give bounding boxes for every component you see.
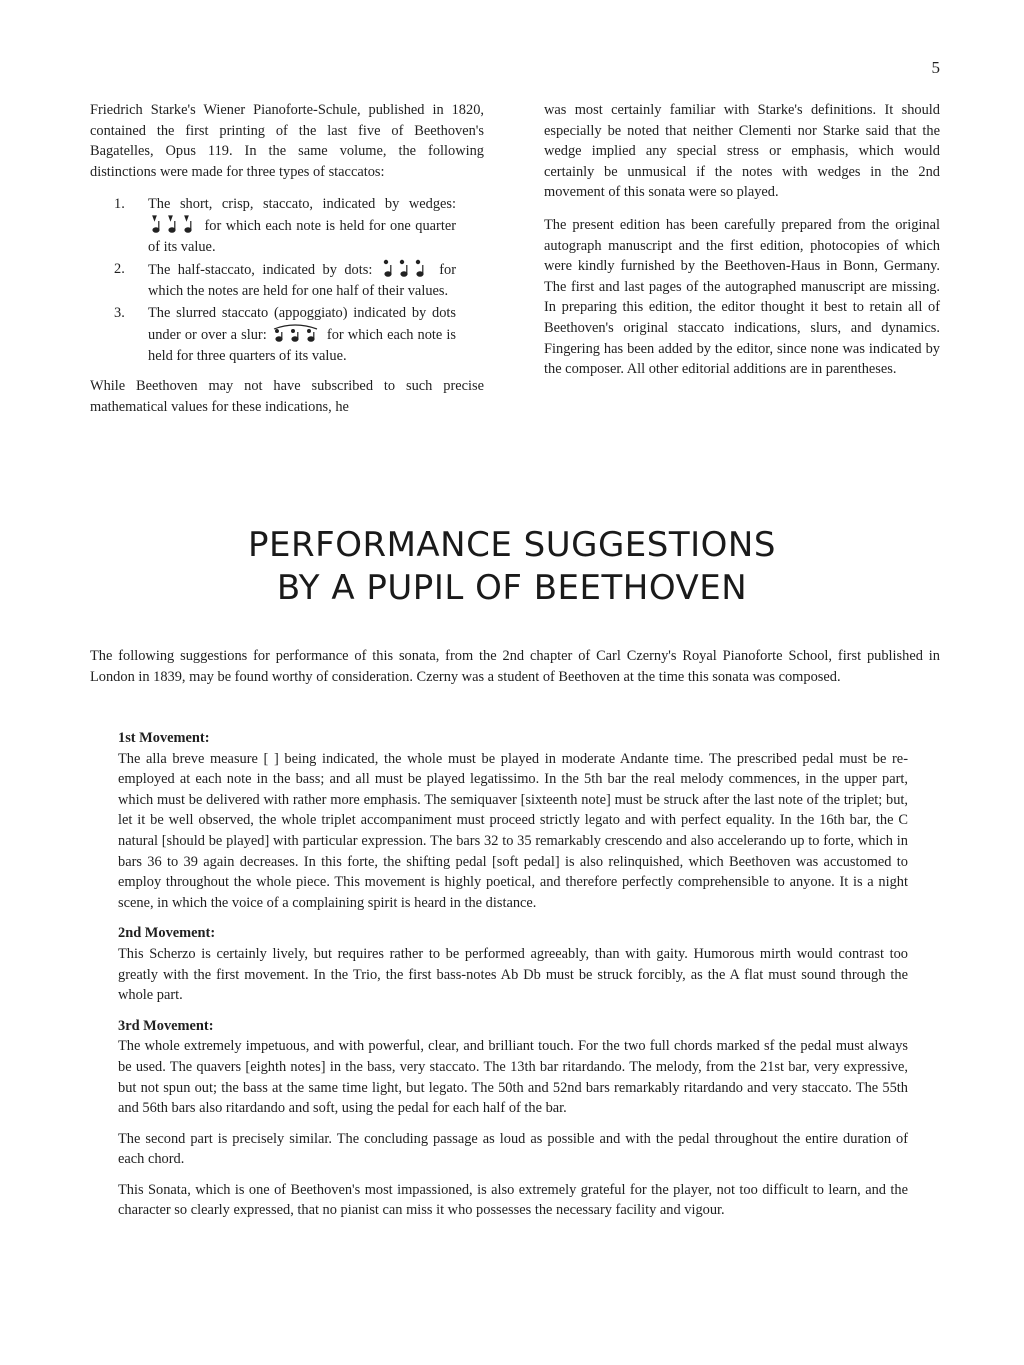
second-part-text: The second part is precisely similar. The concluding passage as loud as possible and with the pedal throughout the entire duration of each chord.: [118, 1130, 908, 1168]
page-number: 5: [931, 58, 940, 77]
list-item-text-after: for which each note is held for one quarter of its value.: [148, 217, 456, 255]
list-number: 1.: [114, 196, 125, 213]
list-item-text: [148, 259, 484, 301]
page-title-line-1: PERFORMANCE SUGGESTIONS: [248, 525, 776, 565]
slurred-staccato-notes-icon: [271, 324, 323, 342]
movement-suggestions: [118, 728, 908, 1231]
list-item-text-before: The slurred staccato (appoggiato) indicated by dots under or over a slur:: [148, 305, 456, 343]
list-item-text: [148, 303, 484, 366]
third-movement-heading: 3rd Movement:: [118, 1017, 214, 1034]
list-item: [90, 259, 484, 301]
list-item-text-after: for which the notes are held for one half of their values.: [148, 262, 456, 299]
page-title-line-2: BY A PUPIL OF BEETHOVEN: [276, 568, 748, 608]
right-column: [544, 100, 940, 392]
staccato-types-list: [90, 194, 484, 366]
second-movement-heading: 2nd Movement:: [118, 925, 216, 942]
list-number: 3.: [114, 305, 125, 322]
third-movement-text: The whole extremely impetuous, and with powerful, clear, and brilliant touch. For the two full chords marked sf the pedal must always be used. The quavers [eighth notes] in the bass, very staccato. The 13th bar ritardando. The melody, from the 21st bar, very expressive, but not spun out; the bass at the same time light, but legato. The 50th and 52nd bars remarkably ritardando and very staccato. The 55th and 56th bars also ritardando and soft, using the pedal for each half of the bar.: [118, 1038, 908, 1117]
left-column: [90, 100, 484, 429]
page-title: [0, 524, 1024, 610]
list-item-text-after: for which each note is held for three quarters of its value.: [148, 326, 456, 364]
list-item-text: [148, 194, 484, 257]
list-item: [90, 194, 484, 257]
wedge-staccato-notes-icon: [148, 215, 200, 233]
closing-remarks-text: This Sonata, which is one of Beethoven's most impassioned, is also extremely grateful for the player, not too difficult to learn, and the character so clearly expressed, that no pianist can miss it who possesses the necessary facility and vigour.: [118, 1181, 908, 1219]
list-number: 2.: [114, 261, 125, 278]
closing-paragraph: While Beethoven may not have subscribed to such precise mathematical values for these indications, he: [90, 378, 484, 415]
list-item-text-before: The short, crisp, staccato, indicated by wedges:: [148, 196, 456, 213]
czerny-intro-paragraph: The following suggestions for performance of this sonata, from the 2nd chapter of Carl Czerny's Royal Pianoforte School, first published in London in 1839, may be found worthy of consideration. Czerny was a student of Beethoven at the time this sonata was composed.: [90, 648, 940, 685]
first-movement-heading: 1st Movement:: [118, 730, 210, 746]
staccato-intro-paragraph: Friedrich Starke's Wiener Pianoforte-Schule, published in 1820, contained the first printing of the last five of Beethoven's Bagatelles, Opus 119. In the same volume, the following distinctions were made for three types of staccatos:: [90, 102, 484, 180]
edition-paragraph: The present edition has been carefully prepared from the original autograph manuscript and the first edition, photocopies of which were kindly furnished by the Beethoven-Haus in Bonn, Germany. The first and last pages of the autographed manuscript are missing. In preparing this edition, the editor thought it best to retain all of Beethoven's original staccato indications, slurs, and dynamics. Fingering has been added by the editor, since none was indicated by the composer. All other editorial additions are in parentheses.: [544, 216, 940, 378]
list-item: [90, 303, 484, 366]
second-movement-text: This Scherzo is certainly lively, but requires rather to be performed agreeably, than with gaity. Humorous mirth would contrast too greatly with the first movement. In the Trio, the first bass-notes Ab Db must be struck forcibly, as the A flat must sound through the whole part.: [118, 945, 908, 1004]
starke-definitions-paragraph: was most certainly familiar with Starke's definitions. It should especially be noted that neither Clementi nor Starke said that the wedge implied any special stress or emphasis, which would certainly be unmusical if the notes with wedges in the 2nd movement of this sonata were so played.: [544, 102, 940, 201]
dot-staccato-notes-icon: [380, 259, 432, 277]
first-movement-text: The alla breve measure [ ] being indicated, the whole must be played in moderate Andante time. The prescribed pedal must be re-employed at each note in the bass; and all must be played legatissimo. In the 5th bar the real melody commences, in the upper part, which must be delivered with rather more emphasis. The semiquaver [sixteenth note] must be struck after the last note of the triplet; but, let it be well observed, the whole triplet accompaniment must proceed strictly legato and with perfect equality. In the 16th bar, the C natural [should be played] with particular expression. The bars 32 to 35 remarkably crescendo and also accelerando up to forte, which in bars 36 to 39 again decreases. In this forte, the shifting pedal [soft pedal] is also relinquished, which Beethoven was accustomed to employ throughout the whole piece. This movement is highly poetical, and therefore perfectly comprehensible to anyone. It is a night scene, in which the voice of a complaining spirit is heard in the distance.: [118, 750, 908, 911]
list-item-text-before: The half-staccato, indicated by dots:: [148, 262, 373, 279]
